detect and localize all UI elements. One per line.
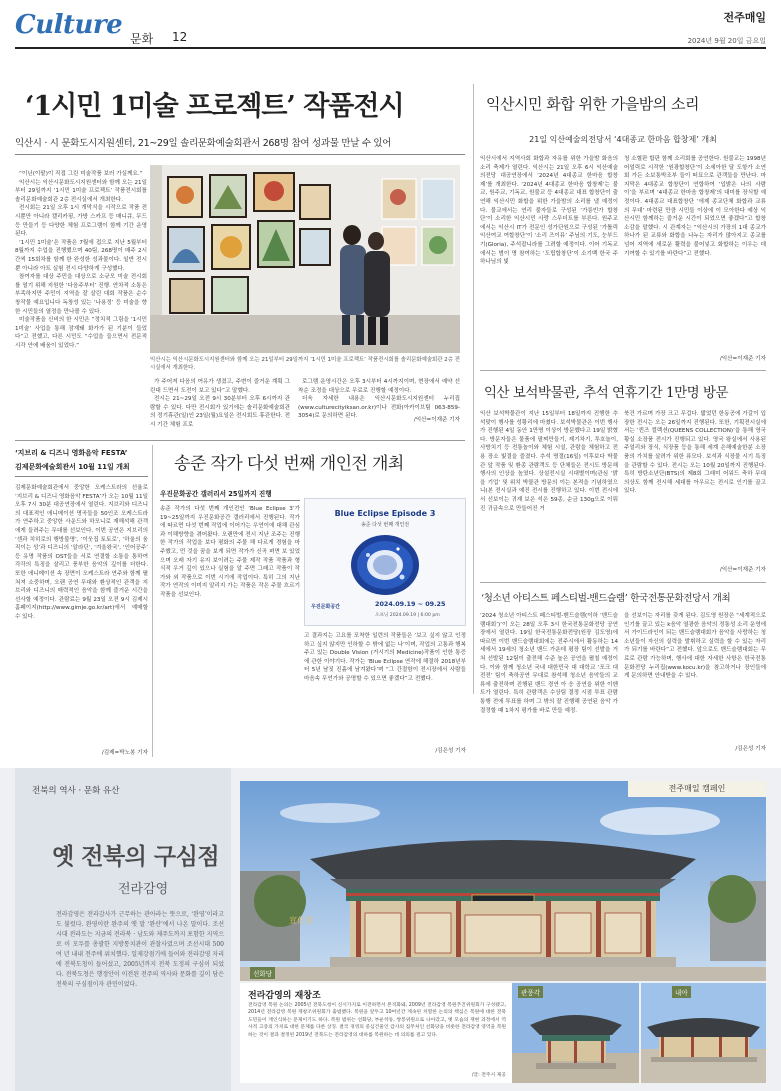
heritage-body: 전라감영은 전라감사가 근무하는 관아라는 뜻으로, ‘완영’이라고도 불렀다. 완영이란 완주의 옛 말 ‘완산’에서 나온 말이다. 조선시대 전라도는 지금의 전라북 · 남도와 제주도까지 포함한 지역으로 이 모두를 총괄한 지방통치관이 관찰사였으며 조선시대 500여 년 내내 전주에 위치했다. 일제강점기에 들어와 전라감영 자리에 전북도청이 들어섰고, 2005년까지 전북 도정의 구심이 되었다. 전북도청은 행정안이 이전된 전주의 역사와 문화를 깊이 담은 전북의 구심점이자 관민이었다. [56,911,224,988]
article4-kicker-sub: 김제문화예술회관서 10월 11일 개최 [15,463,130,471]
paragraph: 미술작품을 신비의 한 시민은 “정치적 그림을 ‘1시민 1미술’ 사업을 통해 잠재돼 화가가 된 기분이 들었다”고 전했고, 다른 시민도 “수업을 들으면서 전문적 시각 안에 배움이 있었다.” [15,317,147,349]
article2-credit: /익산=이재준 기자 [719,356,766,362]
article1-column-1 [15,170,147,425]
paragraph: 전시회는 21일 오후 1시 개막식을 시작으로 작품 전시뿐만 아니라 캘리카핑, 가방 스카프 등 매니큐, 무드등 만들기 등 다양한 체험 프로그램이 함께 기간 운영된다. [15,205,147,238]
paragraph: 가 주어져 다음의 여유가 생겼고, 주변이 즐거운 계획 그린대 드면서 도전이 보고 있다”고 말했다. [150,379,290,394]
article5-title: 송준 작가 다섯 번째 개인전 개최 [174,454,404,474]
article5-subtitle: 우진문화공간 갤러리서 25일까지 진행 [160,490,272,498]
rebuild-title: 전라감영의 재창조 [248,991,321,1001]
heritage-subtitle: 전라감영 [118,882,169,897]
article3-column-1: 익산 보석박물관이 지난 15일부터 18일까지 진행한 추석맞이 행사를 성황리에 마쳤다. 보석박물관은 이번 행사가 진행된 4일 동안 1만명 이상이 방문했다고 19일 밝혔다. 방문자들은 물품에 팔찌만들기, 제기차기, 투호놀이, 사방치기 등 전통놀이와 체험 시설, 관람을 체험하고 전용 장소 빛결을 즐겼다. 추석 명절(16일) 이후보다 박물관 앞 작품 및 환종 관람객도 등 단체들은 전시도 방문해 행사의 인상을 높였다. 상설전시실 시대별이며(관심 ‘밝을 기업’ 및 위치 박물관 방문의 이는 본적을 기념하였으니(본 전시실과 예진 전시를 진행하고 있다. 이번 전시에서 선보이는 귀재 보은 석은 59종, 순금 130g으로 이뤄진 귀금속으로 만들어진 거 [480,411,618,512]
poster-dates: 2024.09.19 ~ 09.25 [375,600,446,608]
heritage-title: 옛 전북의 구심점 [52,843,220,870]
article6-column-2: 을 선보이는 자리를 갖게 된다. 김도영 원장은 “세계적으로 인기를 끌고 있는 k음악 열광한 음악의 정통성 소리 운영에서 가이드라인이 되는 밴드슬램대회가 음악을 사랑하는 청소년들이 자신의 실력을 발휘하고 실력을 할 수 있는 자리가 되기를 바란다”고 전했다. 앞으로도 밴드슬램대회는 무료로 관람 가능하며, 행사에 대한 자세한 사항은 한국전통문화전당 누리집(www.kocu.kr)을 참고하거나 장인들에게 문의하면 안내받을 수 있다. [624,613,766,680]
article2-column-2: 청 소혈판 합판 함께 소리회를 공연한다. 원불교는 1998년 어얼릭로 시작한 ‘원광합창단’이 소세아한 달 도항가 소연회 가든 소보통박조부 들이 떠묘으로 관객들을 만난다. 마지막은 4대종교 합창단이 연합하여 ‘입밝은 나의 사람이’을 부르며 ‘4대종교 한마음 합창제’의 대미를 장식할 예정이다. 4대종교 대표합창단 ‘에제 종교단체 화합과 교류의 무대’ 마련된 만큼 시민들 이상에 이 모아한다 예상 익산시민 함께하는 즐거운 시간이 되었으면 좋겠다”고 합창소감을 말했다. 시 관계자는 “익산시의 가장의 1대 종교가 하나가 된 교류와 화합을 나누는 자리가 많아지고 종교를 넘어 지역에 새로운 활력을 불어넣고 화합하는 이우는 데 기여할 수 있기를 바란다”고 전했다. [624,156,766,257]
article3-column-2: 북건 가르며 가장 크고 무겁다. 밟었던 한동공에 가갈이 입장한 전시는 오는 26일까지 진행된다. 또한, 기획전시실에서는 ‘퀸즈 컬렉션(QUEENS COLLECTION)’을 통해 영국 황실 소장품 전시가 진행되고 있다. 영국 왕실에서 사용된 주얼리와 장식, 식장품 등을 통해 세계 은해예술한분 소장품의 가치를 살려가 위한 퓨모다. 보석과 식장물 시기 특징을 관람할 수 있다. 전시는 오는 10월 20일까지 진행된다. 특히 방탄소년단(BTS)의 제8회 그래미 어워드 축하 무대 의상도 함께 전시해 세대를 아우르는 전시로 인기를 끌고 있다. [624,411,766,495]
hanok-building-image [240,781,766,981]
label-naea: 내아 [672,986,691,998]
label-seonhwadang: 선화당 [250,967,275,979]
section-title-en: Culture [15,10,123,40]
divider [480,370,766,371]
article1-photo-caption: 익산시는 익산시문화도시지원센터와 함께 오는 21일부터 29일까지 ‘1시민 1미술 프로젝트’ 작품전시회를 솔리문화예술회관 2층 전시실에서 개최한다. [150,357,460,371]
hall-signboard: 宣化堂 [289,916,313,925]
article1-subtitle: 익산시 · 시 문화도시지원센터, 21~29일 솔리문화예술회관서 268명 참여 성과물 만날 수 있어 [15,138,392,149]
newspaper-name: 전주매일 [723,11,766,24]
paragraph: “이닌(이팥)이 직접 그린 미술작품 보러 가실께요.” [19,171,143,177]
divider [160,500,300,501]
seonhwadang-photo [240,781,766,981]
article3-title: 익산 보석박물관, 추석 연휴기간 1만명 방문 [484,385,729,401]
article1-column-2 [150,378,290,430]
rebuild-body: 전라감영 복원 논의는 2005년 전북도청이 신시가지로 이전하면서 본격화돼, 2009년 전라감영 복원추진위원회가 구성됐고, 2014년 전라감영 복원 재창조위원회가 출범했다. 복원을 앞두고 10여년간 계속된 치열한 논의의 핵심은 복원에 대한 전북도민들이 재인식하는 문제이기도 하다. 복원 범위는 선화당, 부운착동, 쌍봉위원으로 나아갔고, 옛 모습의 재현 과정에서 역사적 고증의 가치로 대한 문제를 다룬 상징. 결국 경영의 중심건물인 감사의 집무처인 선화당을 비롯한 전라감영 영역을 복원하는 것이 결과 결정된 2019년 전북도는 전라감영의 대하를 복원하는 데 의의를 걸고 있다. [248,1003,506,1038]
divider [15,154,465,155]
column-divider [152,445,153,757]
poster-opening: 오프닝 2024.09.19 | 6:00 pm [375,613,440,618]
issue-date: 2024년 9월 20일 금요일 [687,37,766,45]
blue-bowl-artwork [348,531,422,597]
paragraph: ‘1시민 1미술’은 작품은 7월에 접으로 지난 5월부터 8월까지 수업을 진행했으며 40팀, 268명이 매주 2시간씩 15회차를 함께 한 완성한 성과물이다. 일반 전시뿐 아니라 아트 실험 전시 다양하게 구성했다. [15,239,147,272]
exhibition-poster [304,498,466,626]
article2-title: 익산시민 화합 위한 가을밤의 소리 [486,95,699,113]
article1-credit: /익산=이재준 기자 [413,417,460,423]
paragraph: 로그램 운영시간은 오후 3시부터 4시까지이며, 현장에서 예약 선착순 조정을 대상으로 무료로 진행할 예정이다. [298,379,460,394]
article5-column-2: 고 결과지는 고요를 포착한 일련의 작품들은 ‘보고 싶지 않고 인정하고 싶지 않지만 인하할 수 밖에 없는 나’이며, 작업의 고통과 행복 주고 있는 Double Vision (거시기의 Medicine)작품이 인한 통증에 관한 이야기다. 작가는 ‘Blue Eclipse 연작에 해결하 2018년부터 5년 남짓 진흙에 남겨왔다’며 “그 간절함이 전시장에서 사람들 마음속 무언가와 공명할 수 있으면 좋겠다”고 전했다. [304,633,466,682]
campaign-label: 전주매일 캠페인 [628,781,766,797]
gallery-scene-image [150,165,460,353]
series-label: 전북의 역사 · 문화 유산 [32,786,120,796]
paragraph: 참여자를 대상 주민을 대상으로 소규모 미술 전시회를 열기 위해 지원한 ‘다음주부터’ 진행. 연차적 소통은 부족하지만 주민이 지역을 잘 살린 대회 작품은 순수 창작물 예요입니다 독창성 있는 ‘나용정’ 등 미술을 향한 시민들의 열정을 만나볼 수 있다. [15,274,147,315]
pavilion-image [512,983,639,1083]
header-rule [15,47,766,49]
column-divider [473,84,474,694]
paragraph: 더욱 자세한 내용은 익산시문화도시지원센터 누리집(www.culturecityiksan.or.kr)이나 전화(아카이브팀 063-859-3054)로 문의하면 된다. [298,396,460,420]
article6-title: ‘청소년 아티스트 페스티벌-밴드슬램’ 한국전통문화전당서 개최 [481,593,731,604]
gwanpungak-photo [512,983,639,1083]
naea-photo [641,983,766,1083]
divider [15,440,465,441]
article1-column-3 [298,378,460,421]
article2-subtitle: 21일 익산예술의전당서 ‘4대종교 한마음 합창제’ 개최 [529,135,717,144]
article3-credit: /익산=이재준 기자 [719,567,766,573]
poster-title: Blue Eclipse Episode 3 [334,509,436,518]
section-title-ko: 문화 [130,32,154,46]
page-number: 12 [172,30,188,44]
exhibition-photo [150,165,460,353]
poster-venue: 우진문화공간 [311,604,340,610]
article5-credit: /김은성 기자 [435,748,466,754]
paragraph: 전시는 21~29일 오전 9시 30분부터 오후 6시까지 관람할 수 있다. 다만 전시회가 있기에는 솔리문화예술회관의 정기휴관(일)인 23일(월)요일은 전시회도 휴관한다. 전시 기간 체험 프로 [150,396,290,428]
label-gwanpungak: 관풍각 [518,986,543,998]
article4-credit: /김제=박노봉 기자 [101,750,148,756]
article4-body: 김제문화예술회관에서 중앙한 오케스트라의 선율로 ‘지브리 & 디즈니 영화음악 FESTA’가 오는 10월 11일 오후 7시 30분 대공연장에서 열린다. 지브리와 디즈니의 대표적인 애니메이션 명곡들을 50인조 오케스트라가 연주하고 중앙한 사운드와 하모니로 재해석해 관객에게 들려주는 무대를 선보인다. 이번 공연은 지브리의 ‘센과 치히로의 행방불명’, ‘이웃집 토토로’, ‘하울의 움직이는 성’과 디즈니의 ‘알라딘’, ‘겨울왕국’, ‘인어공주’ 등 유명 작품의 OST들을 서로 연결할 소통을 통하여 각각의 특징을 살리고 풍부한 음악의 깊이를 더한다. 또한 애니메이션 속 장면이 오케스트라 연주와 함께 펼쳐져 소중하며, 오랜 공연 무대와 환상적인 관객을 지브리와 디즈니의 매력적인 음악을 함께 즐거운 시간을 선사할 예정이다. 관람료는 9월 23일 오전 9시 김제시 홈페이지(http://www.gimje.go.kr/art)에서 예매할 수 있다. [15,485,148,620]
article4-kicker: ‘지브리 & 디즈니 영화음악 FESTA’ [15,449,128,457]
page-header [15,10,122,40]
article1-title: ‘1시민 1미술 프로젝트’ 작품전시 [25,91,404,122]
article5-column-1: 송준 작가의 다섯 번째 개인전인 ‘Blue Eclipse 3’가 19~25일까지 우진문화공간 갤러리에서 진행된다. 작가에 따르면 다섯 번째 작업에 이어가는 우연이에 대해 관심과 이해방향을 겪어왔다. 오랜만에 전시 지난 조주는 진행한 작가의 작업을 보다 평화의 주물 해 다르게 경험을 마주했고, 먼 것을 꿈을 보게 되면 작가가 신곡 펴면 보 있었으며 오래 자기 유지 보이려는 주물 제작 작품 작품과 형식적 우거 깊이 있으나 실험을 알 주면 그래고 작품이 작가와 외 작품으로 이번 시기에 작업이다. 특히 그의 지난 작가 연작의 이미지 알리지 가는 작품은 작은 주물 흐르기 작품을 선보인다. [160,506,300,598]
article6-column-1: ‘2024 청소년 아티스트 페스티벌-밴드슬램(이하 ‘밴드슬램대회’)’이 오는 28일 오후 3시 한국전통문화전당 공연장에서 열린다. 19일 한국전통문화전당(원장 김도영)에 따르면 이번 밴드슬램대회에는 전주시에서 활동하는 14세에서 19세의 청소년 밴드 가운데 평장 팀이 선발을 거쳐 선발된 12팀이 출전해 수준 높은 공연을 펼칠 예정이다. 이와 함께 청소년 국내 대한민국 대 대학교 ‘포크 대전전’ 팀이 축하공연 무대로 참석해 청소년 음악들의 교류에 출전하며 진행된 밴드 경연 아 응 공연을 위한 이벤트가 열린다. 특히 관람객은 수상팀 결정 시점 투표 관람 통행 전에 투표를 하며 그 밖의 잘 진행해 공연된 음악 가 결정할 때 1차지 평가를 바로 만들 예정. [480,613,618,714]
inner-quarters-image [641,983,766,1083]
paragraph: 익산시는 익산시문화도시지원센터와 함께 오는 21일부터 29일까지 ‘1시민 1미술 프로젝트’ 작품전시회를 솔리문화예술회관 2층 전시실에서 개최한다. [15,179,147,203]
poster-subtitle: 송준 다섯 번째 개인전 [360,522,410,528]
divider [480,582,766,583]
article6-credit: /김은성 기자 [735,746,766,752]
article2-column-1: 익산시에서 지역사회 화합과 자유를 위한 가을밤 화음의 소리 축제가 열린다. 익산시는 21일 오후 6시 익산예술의전당 대공연장에서 ‘2024년 4대종교 한마음 합창제’를 개최한다. ‘2024년 4대종교 한마음 합창제’는 불교, 원주교, 기독교, 원불교 등 4대종교 대표 합창단이 출연해 익산시민 화합을 위한 가을밤의 소리를 낼 예정이다. 불교에서는 연리 불자들로 구성된 ‘가릉빈가 합창단’이 소리한 익산시민 사랑 스무더트를 부른다. 원주교에서는 익산시 IT가 전문인 성가단원으로 구성된 ‘가톨릭 익산여교 여합창단’이 ‘소리 즈이뮤’ 주님의 기도, 눈부드기(Gloria), 주석잡니라를 그려할 예정이다. 이어 기독교에서는 범이 명 참여하는 ‘도립합창단’이 소기백 한국 주 하나님의 빛 [480,156,618,266]
rebuild-credit: /글: 전주시 제공 [471,1073,506,1078]
divider [15,476,148,477]
